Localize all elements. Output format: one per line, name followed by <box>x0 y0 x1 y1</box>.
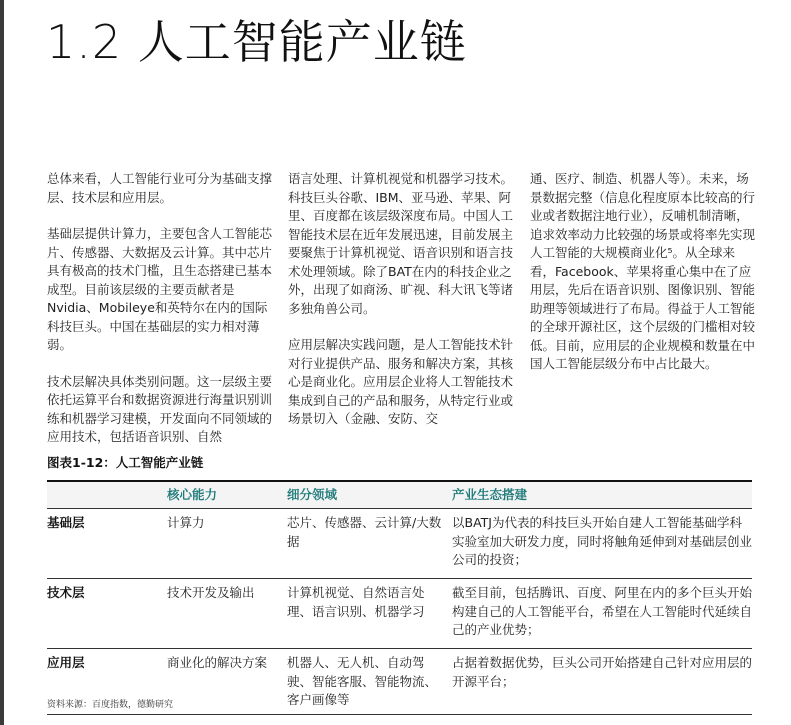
paragraph: 基础层提供计算力，主要包含人工智能芯片、传感器、大数据及云计算。其中芯片具有极高的技术门槛，且生态搭建已基本成型。目前该层级的主要贡献者是Nvidia、Mobileye和英特尔在内的国际科技巨头。中国在基础层的实力相对薄弱。 <box>47 226 273 352</box>
paragraph: 总体来看，人工智能行业可分为基础支撑层、技术层和应用层。 <box>47 171 273 205</box>
text-column-1 <box>47 170 273 465</box>
capability-cell: 商业化的解决方案 <box>167 655 268 670</box>
industry-chain-table <box>47 480 752 715</box>
page-title: 1.2 人工智能产业链 <box>46 15 467 69</box>
text-column-2 <box>288 170 514 447</box>
table-header <box>47 482 752 508</box>
paragraph: 通、医疗、制造、机器人等）。未来，场景数据完整（信息化程度原本比较高的行业或者数据注地行业），反哺机制清晰，追求效率动力比较强的场景或将率先实现人工智能的大规模商业化⁵。从全球来看，Facebook、苹果将重心集中在了应用层，先后在语音识别、图像识别、智能助理等领域进行了布局。得益于人工智能的全球开源社区，这个层级的门槛相对较低。目前，应用层的企业规模和数量在中国人工智能层级分布中占比最大。 <box>530 171 756 371</box>
capability-cell: 技术开发及输出 <box>167 585 255 600</box>
page-edge <box>0 0 4 725</box>
text-column-3 <box>530 170 756 392</box>
paragraph: 语言处理、计算机视觉和机器学习技术。科技巨头谷歌、IBM、亚马逊、苹果、阿里、百度都在该层级深度布局。中国人工智能技术层在近年发展迅速，目前发展主要聚焦于计算机视觉、语音识别和语言技术处理领域。除了BAT在内的科技企业之外，出现了如商汤、旷视、科大讯飞等诸多独角兽公司。 <box>288 171 514 316</box>
figure-label: 图表1-12：人工智能产业链 <box>47 455 204 470</box>
header-cell: 核心能力 <box>167 486 218 502</box>
segments-cell: 计算机视觉、自然语言处理、语言识别、机器学习 <box>287 585 425 619</box>
layer-cell: 应用层 <box>47 655 85 670</box>
table-row <box>47 508 752 578</box>
ecosystem-cell: 占据着数据优势，巨头公司开始搭建自己针对应用层的开源平台； <box>452 655 753 689</box>
table-row <box>47 578 752 648</box>
segments-cell: 机器人、无人机、自动驾驶、智能客服、智能物流、客户画像等 <box>287 655 438 707</box>
header-cell: 细分领域 <box>287 486 338 502</box>
capability-cell: 计算力 <box>167 515 205 530</box>
header-cell: 产业生态搭建 <box>452 486 528 502</box>
layer-cell: 技术层 <box>47 585 85 600</box>
ecosystem-cell: 以BATJ为代表的科技巨头开始自建人工智能基础学科实验室加大研发力度，同时将触角延伸到对基础层创业公司的投资； <box>452 515 753 567</box>
source-note: 资料来源：百度指数，德勤研究 <box>47 700 174 710</box>
ecosystem-cell: 截至目前，包括腾讯、百度、阿里在内的多个巨头开始构建自己的人工智能平台，希望在人工智能时代延续自己的产业优势； <box>452 585 753 637</box>
paragraph: 应用层解决实践问题，是人工智能技术针对行业提供产品、服务和解决方案，其核心是商业化。应用层企业将人工智能技术集成到自己的产品和服务，从特定行业或场景切入（金融、安防、交 <box>288 337 514 426</box>
layer-cell: 基础层 <box>47 515 85 530</box>
paragraph: 技术层解决具体类别问题。这一层级主要依托运算平台和数据资源进行海量识别训练和机器学习建模，开发面向不同领域的应用技术，包括语音识别、自然 <box>47 373 273 444</box>
segments-cell: 芯片、传感器、云计算/大数据 <box>287 515 442 549</box>
